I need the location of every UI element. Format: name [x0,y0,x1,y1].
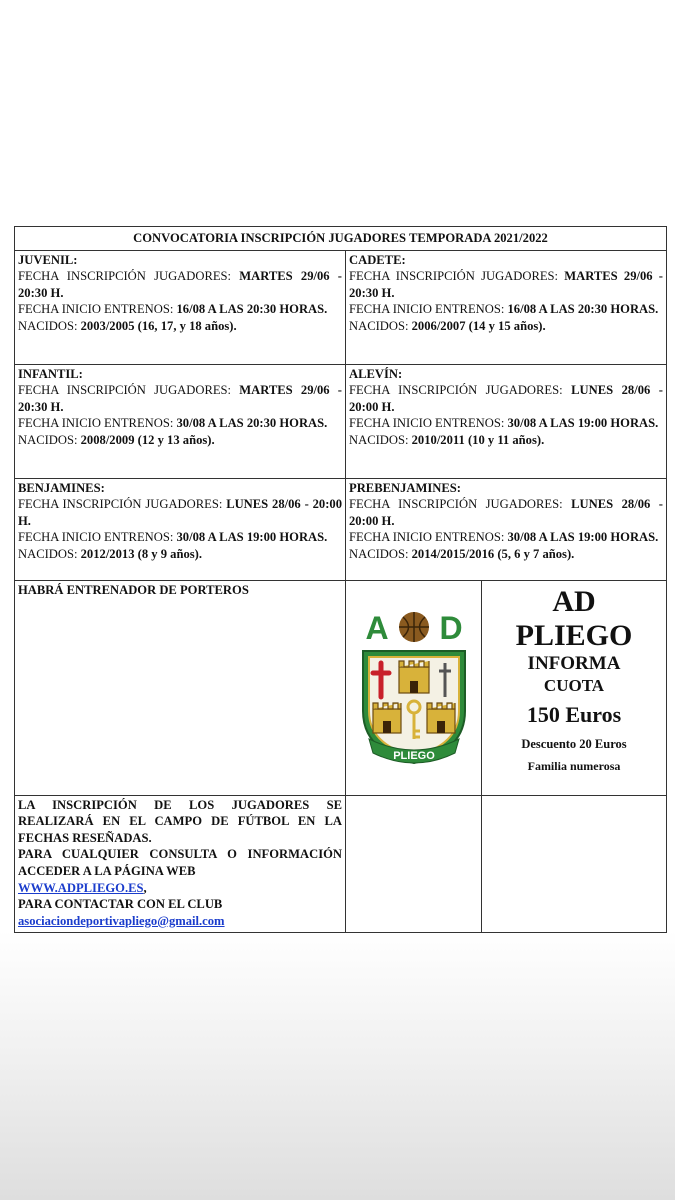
website-comma: , [143,880,147,895]
info-line-informa: INFORMA [527,652,621,674]
registration-table [14,226,667,933]
born-label: NACIDOS: [349,318,412,333]
crest-letter-d: D [438,610,463,647]
group-name: ALEVÍN: [349,366,403,381]
fee-price: 150 Euros [526,701,622,727]
start-label: FECHA INICIO ENTRENOS: [18,416,177,431]
born-value: 2014/2015/2016 (5, 6 y 7 años). [411,546,575,561]
notes-contact: PARA CONTACTAR CON EL CLUB [18,897,223,912]
group-infantil [15,364,346,478]
group-benjamines [15,478,346,580]
empty-cell-middle [346,795,482,933]
crest-letter-a: A [364,610,389,647]
born-label: NACIDOS: [18,318,81,333]
reg-label: FECHA INSCRIPCIÓN JUGADORES: [18,269,240,284]
group-cadete [346,250,667,364]
group-name: PREBENJAMINES: [349,480,461,495]
info-line-pliego: PLIEGO [515,618,633,652]
crest-ball-lines [399,612,429,642]
group-name: INFANTIL: [18,366,83,381]
crest-castle-top-battlements [399,661,429,667]
info-line-ad: AD [552,584,596,618]
reg-label: FECHA INSCRIPCIÓN JUGADORES: [18,383,240,398]
email-link[interactable]: asociaciondeportivapliego@gmail.com [18,913,225,928]
start-label: FECHA INICIO ENTRENOS: [349,530,508,545]
info-line-cuota: CUOTA [543,675,605,695]
born-value: 2010/2011 (10 y 11 años). [411,432,545,447]
group-name: JUVENIL: [18,252,78,267]
start-label: FECHA INICIO ENTRENOS: [18,530,177,545]
born-label: NACIDOS: [349,546,412,561]
goalkeeper-note-cell [15,580,346,795]
born-label: NACIDOS: [18,546,81,561]
reg-value: LUNES 28/06 - 20:00 H. [18,497,342,528]
start-value: 30/08 A LAS 19:00 HORAS. [176,530,328,545]
reg-label: FECHA INSCRIPCIÓN JUGADORES: [349,269,565,284]
reg-label: FECHA INSCRIPCIÓN JUGADORES: [349,497,572,512]
reg-value: MARTES 29/06 - 20:30 H. [349,269,663,300]
reg-value: MARTES 29/06 - 20:30 H. [18,383,342,414]
group-alevin [346,364,667,478]
born-value: 2006/2007 (14 y 15 años). [411,318,546,333]
website-link[interactable]: WWW.ADPLIEGO.ES [18,880,144,895]
club-crest-icon [355,601,473,769]
born-label: NACIDOS: [349,432,412,447]
logo-cell [346,580,482,795]
large-family-text: Familia numerosa [527,759,621,774]
born-value: 2003/2005 (16, 17, y 18 años). [80,318,237,333]
background-fade [0,930,675,1200]
group-juvenil [15,250,346,364]
fee-info-cell [482,580,667,795]
reg-value: LUNES 28/06 - 20:00 H. [349,497,663,528]
born-value: 2008/2009 (12 y 13 años). [80,432,215,447]
start-label: FECHA INICIO ENTRENOS: [18,302,177,317]
reg-value: MARTES 29/06 - 20:30 H. [18,269,342,300]
document-title: CONVOCATORIA INSCRIPCIÓN JUGADORES TEMPORADA 2021/2022 [15,227,667,251]
discount-text: Descuento 20 Euros [521,736,627,751]
crest-ribbon-text: PLIEGO [392,750,435,763]
reg-label: FECHA INSCRIPCIÓN JUGADORES: [349,383,572,398]
start-value: 30/08 A LAS 19:00 HORAS. [507,530,659,545]
group-name: BENJAMINES: [18,480,105,495]
group-prebenjamines [346,478,667,580]
notes-consult: PARA CUALQUIER CONSULTA O INFORMACIÓN ACCEDER A LA PÁGINA WEB [18,847,342,878]
born-label: NACIDOS: [18,432,81,447]
group-name: CADETE: [349,252,406,267]
goalkeeper-note: HABRÁ ENTRENADOR DE PORTEROS [18,582,249,597]
notes-cell [15,795,346,933]
start-value: 30/08 A LAS 19:00 HORAS. [507,416,659,431]
start-label: FECHA INICIO ENTRENOS: [349,302,508,317]
reg-value: LUNES 28/06 - 20:00 H. [349,383,663,414]
born-value: 2012/2013 (8 y 9 años). [80,546,203,561]
empty-cell-right [482,795,667,933]
start-value: 16/08 A LAS 20:30 HORAS. [507,302,659,317]
reg-label: FECHA INSCRIPCIÓN JUGADORES: [18,497,227,512]
crest-castle-left-door [383,721,391,733]
notes-registration-place: LA INSCRIPCIÓN DE LOS JUGADORES SE REALIZARÁ EN EL CAMPO DE FÚTBOL EN LA FECHAS RESEÑADAS. [18,797,342,845]
crest-castle-top-door [410,681,418,693]
start-label: FECHA INICIO ENTRENOS: [349,416,508,431]
crest-castle-right-door [437,721,445,733]
start-value: 30/08 A LAS 20:30 HORAS. [176,416,328,431]
start-value: 16/08 A LAS 20:30 HORAS. [176,302,328,317]
